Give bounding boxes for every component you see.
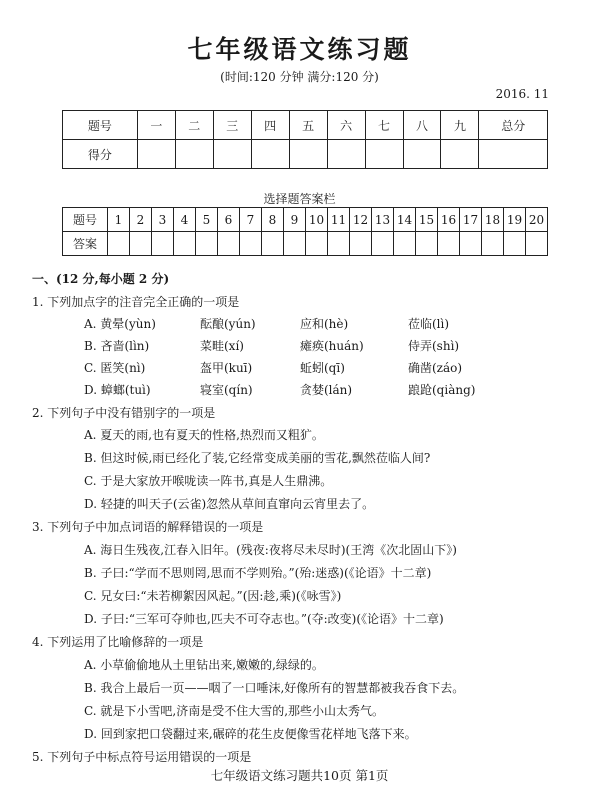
answer-cell[interactable] [218,232,240,256]
q2-option: C. 于是大家放开喉咙读一阵书,真是人生鼎沸。 [84,474,333,488]
answer-header-cell: 7 [240,208,262,232]
score-cell[interactable] [137,140,175,169]
answer-cell[interactable] [482,232,504,256]
answer-cell[interactable] [284,232,306,256]
score-table-score-row [63,140,548,169]
answer-cell[interactable] [262,232,284,256]
score-cell[interactable] [289,140,327,169]
answer-cell[interactable] [504,232,526,256]
answer-header-cell: 11 [328,208,350,232]
answer-header-cell: 10 [306,208,328,232]
score-cell[interactable] [403,140,441,169]
answer-cell[interactable] [130,232,152,256]
q4-option: C. 就是下小雪吧,济南是受不住大雪的,那些小山太秀气。 [84,704,385,718]
answer-header-cell: 14 [394,208,416,232]
score-cell[interactable] [175,140,213,169]
answer-cell[interactable] [328,232,350,256]
answer-cell[interactable] [394,232,416,256]
page-title: 七年级语文练习题 [187,35,412,64]
q1-option: C. 匿笑(nì) [84,361,146,375]
answer-table-answer-row [63,232,548,256]
q1-option: 确凿(záo) [408,361,463,375]
question-3-stem: 3. 下列句子中加点词语的解释错误的一项是 [32,520,264,534]
score-header-cell: 四 [251,111,289,140]
q1-option: 蚯蚓(qī) [300,361,345,375]
score-header-cell: 三 [213,111,251,140]
answer-header-cell: 4 [174,208,196,232]
q1-option: 贪婪(lán) [300,383,353,397]
q4-option: A. 小草偷偷地从土里钻出来,嫩嫩的,绿绿的。 [84,658,324,672]
answer-cell[interactable] [350,232,372,256]
score-table-header-row [63,111,548,140]
score-header-cell: 六 [327,111,365,140]
answer-header-cell: 12 [350,208,372,232]
score-header-cell: 八 [403,111,441,140]
score-cell[interactable] [213,140,251,169]
question-5-stem: 5. 下列句子中标点符号运用错误的一项是 [32,750,252,764]
answer-cell[interactable] [174,232,196,256]
score-header-cell: 总分 [479,111,548,140]
score-cell[interactable] [441,140,479,169]
exam-date: 2016. 11 [495,87,549,101]
answer-cell[interactable] [372,232,394,256]
answer-header-cell: 20 [526,208,548,232]
answer-cell[interactable] [460,232,482,256]
answer-header-cell: 17 [460,208,482,232]
score-cell[interactable] [251,140,289,169]
q1-option: 寝室(qín) [200,383,253,397]
question-2-stem: 2. 下列句子中没有错别字的一项是 [32,406,216,420]
answer-header-cell: 18 [482,208,504,232]
score-cell[interactable] [365,140,403,169]
answer-header-cell: 题号 [63,208,108,232]
answer-header-cell: 16 [438,208,460,232]
q1-option: 应和(hè) [300,317,349,331]
answer-header-cell: 15 [416,208,438,232]
q4-option: D. 回到家把口袋翻过来,碾碎的花生皮便像雪花样地飞落下来。 [84,727,417,741]
score-table [62,110,548,169]
q1-option: B. 吝啬(lìn) [84,339,150,353]
answer-header-cell: 13 [372,208,394,232]
q3-option: C. 兄女曰:“未若柳絮因风起。”(因:趁,乘)(《咏雪》) [84,589,342,603]
answer-table-caption: 选择题答案栏 [263,192,336,206]
q1-option: 盔甲(kuī) [200,361,253,375]
answer-header-cell: 6 [218,208,240,232]
answer-table [62,207,548,256]
answer-table-header-row [63,208,548,232]
score-header-cell: 五 [289,111,327,140]
q4-option: B. 我合上最后一页——咽了一口唾沫,好像所有的智慧都被我吞食下去。 [84,681,465,695]
q1-option: 酝酿(yún) [200,317,256,331]
answer-cell[interactable] [240,232,262,256]
answer-header-cell: 9 [284,208,306,232]
answer-cell[interactable] [108,232,130,256]
answer-header-cell: 8 [262,208,284,232]
q1-option: 瘫痪(huán) [300,339,364,353]
score-header-cell: 二 [175,111,213,140]
q1-option: 踉跄(qiàng) [408,383,476,397]
answer-header-cell: 2 [130,208,152,232]
score-header-cell: 题号 [63,111,138,140]
answer-cell[interactable] [306,232,328,256]
score-header-cell: 七 [365,111,403,140]
score-cell[interactable] [327,140,365,169]
score-cell[interactable] [479,140,548,169]
q2-option: A. 夏天的雨,也有夏天的性格,热烈而又粗犷。 [84,428,324,442]
answer-header-cell: 3 [152,208,174,232]
section-heading: 一、(12 分,每小题 2 分) [32,272,170,286]
row-label: 答案 [63,232,108,256]
page-footer: 七年级语文练习题共10页 第1页 [210,768,389,783]
answer-cell[interactable] [152,232,174,256]
q2-option: D. 轻捷的叫天子(云雀)忽然从草间直窜向云宵里去了。 [84,497,375,511]
q3-option: D. 子曰:“三军可夺帅也,匹夫不可夺志也。”(夺:改变)(《论语》十二章) [84,612,444,626]
row-label: 得分 [63,140,138,169]
answer-header-cell: 5 [196,208,218,232]
question-4-stem: 4. 下列运用了比喻修辞的一项是 [32,635,204,649]
answer-cell[interactable] [416,232,438,256]
answer-header-cell: 1 [108,208,130,232]
answer-header-cell: 19 [504,208,526,232]
q1-option: D. 蟑螂(tuì) [84,383,151,397]
q1-option: 侍弄(shì) [408,339,460,353]
question-1-stem: 1. 下列加点字的注音完全正确的一项是 [32,295,240,309]
q2-option: B. 但这时候,雨已经化了装,它经常变成美丽的雪花,飘然莅临人间? [84,451,431,465]
q3-option: B. 子曰:“学而不思则罔,思而不学则殆。”(殆:迷惑)(《论语》十二章) [84,566,432,580]
q1-option: 莅临(lì) [408,317,450,331]
exam-info: (时间:120 分钟 满分:120 分) [220,70,379,84]
answer-cell[interactable] [438,232,460,256]
q3-option: A. 海日生残夜,江春入旧年。(残夜:夜将尽未尽时)(王湾《次北固山下》) [84,543,457,557]
answer-cell[interactable] [526,232,548,256]
q1-option: A. 黄晕(yùn) [84,317,156,331]
score-header-cell: 一 [137,111,175,140]
score-header-cell: 九 [441,111,479,140]
answer-cell[interactable] [196,232,218,256]
q1-option: 菜畦(xí) [200,339,244,353]
